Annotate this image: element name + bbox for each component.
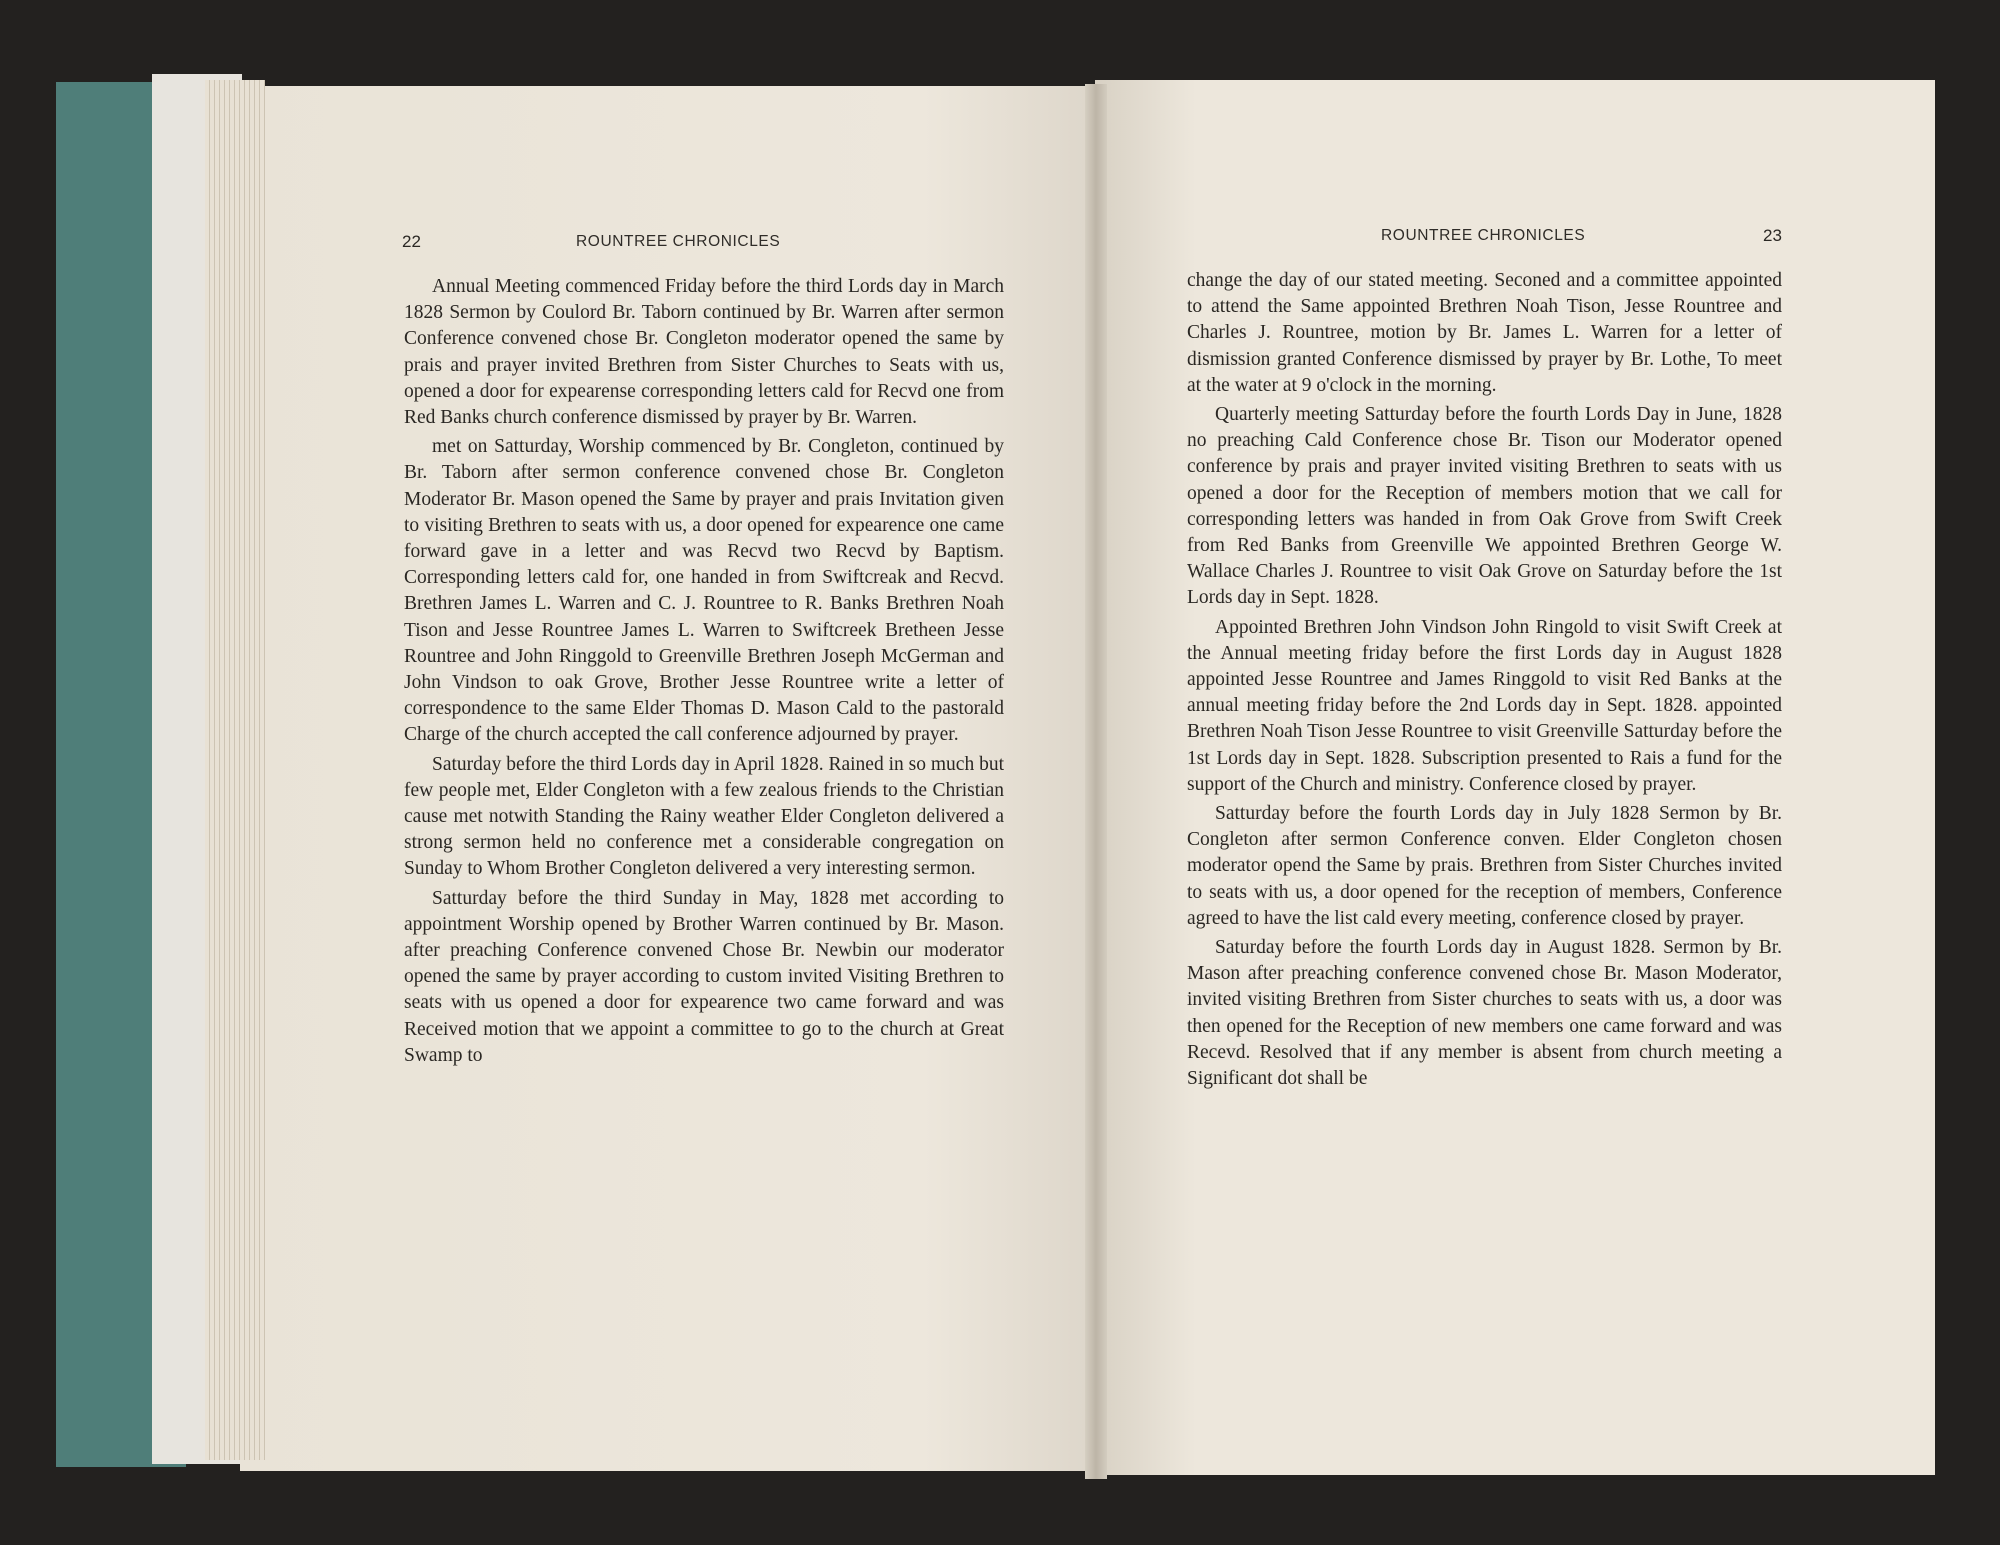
paragraph: Satturday before the third Sunday in May, 1828 met according to appointment Worship opened by Brother Warren continued by Br. Mason. after preaching Conference convened Chose Br. Newbin our moderator opened the same by prayer according to custom invited Visiting Brethren to seats with us opened a door for expearence two came forward and was Received motion that we appoint a committee to go to the church at Great Swamp to <box>404 887 1004 1066</box>
left-page-text <box>404 274 1004 1072</box>
paragraph: Annual Meeting commenced Friday before the third Lords day in March 1828 Sermon by Coulord Br. Taborn continued by Br. Warren after sermon Conference convened chose Br. Congleton moderator opened the same by prais and prayer invited Brethren from Sister Churches to Seats with us, opened a door for expearense corresponding letters cald for Recvd one from Red Banks church conference dismissed by prayer by Br. Warren. <box>404 276 1004 429</box>
left-page <box>240 86 1095 1471</box>
paragraph: Satturday before the fourth Lords day in July 1828 Sermon by Br. Congleton after sermon Conference conven. Elder Congleton chosen moderator opend the Same by prais. Brethren from Sister Churches invited to seats with us, a door opened for the reception of members, Conference agreed to have the list cald every meeting, conference closed by prayer. <box>1187 803 1782 929</box>
paragraph: Quarterly meeting Satturday before the fourth Lords Day in June, 1828 no preaching Cald Conference chose Br. Tison our Moderator opened conference by prais and prayer invited visiting Brethren to seats with us opened a door for the Reception of members motion that we call for corresponding letters was handed in from Oak Grove from Swift Creek from Red Banks from Greenville We appointed Brethren George W. Wallace Charles J. Rountree to visit Oak Grove on Saturday before the 1st Lords day in Sept. 1828. <box>1187 404 1782 609</box>
page-number-right: 23 <box>1763 226 1782 245</box>
book-gutter <box>1085 84 1107 1479</box>
paragraph: met on Satturday, Worship commenced by Br. Congleton, continued by Br. Taborn after sermon conference convened chose Br. Congleton Moderator Br. Mason opened the Same by prayer and prais Invitation given to visiting Brethren to seats with us, a door opened for expearence one came forward gave in a letter and was Recvd two Recvd by Baptism. Corresponding letters cald for, one handed in from Swiftcreak and Recvd. Brethren James L. Warren and C. J. Rountree to R. Banks Brethren Noah Tison and Jesse Rountree James L. Warren to Swiftcreek Bretheen Jesse Rountree and John Ringgold to Greenville Brethren Joseph McGerman and John Vindson to oak Grove, Brother Jesse Rountree write a letter of correspondence to the same Elder Thomas D. Mason Cald to the pastorald Charge of the church accepted the call conference adjourned by prayer. <box>404 436 1004 746</box>
page-number-left: 22 <box>402 232 421 251</box>
paragraph: Saturday before the third Lords day in April 1828. Rained in so much but few people met, Elder Congleton with a few zealous friends to the Christian cause met notwith Standing the Rainy weather Elder Congleton delivered a strong sermon held no conference met a considerable congregation on Sunday to Whom Brother Congleton delivered a very interesting sermon. <box>404 753 1004 880</box>
paragraph: Appointed Brethren John Vindson John Ringold to visit Swift Creek at the Annual meeting friday before the first Lords day in August 1828 appointed Jesse Rountree and James Ringgold to visit Red Banks at the annual meeting friday before the 2nd Lords day in Sept. 1828. appointed Brethren Noah Tison Jesse Rountree to visit Greenville Satturday before the 1st Lords day in Sept. 1828. Subscription presented to Rais a fund for the support of the Church and ministry. Conference closed by prayer. <box>1187 616 1782 795</box>
paragraph: change the day of our stated meeting. Seconed and a committee appointed to attend the Same appointed Brethren Noah Tison, Jesse Rountree and Charles J. Rountree, motion by Br. James L. Warren for a letter of dismission granted Conference dismissed by prayer by Br. Lothe, To meet at the water at 9 o'clock in the morning. <box>1187 270 1782 396</box>
right-page <box>1095 80 1935 1475</box>
paragraph: Saturday before the fourth Lords day in August 1828. Sermon by Br. Mason after preaching conference convened chose Br. Mason Moderator, invited visiting Brethren from Sister churches to seats with us, a door was then opened for the Reception of new members one came forward and was Recevd. Resolved that if any member is absent from church meeting a Significant dot shall be <box>1187 937 1782 1090</box>
right-page-text <box>1187 268 1782 1095</box>
running-header-right: ROUNTREE CHRONICLES <box>1381 227 1586 244</box>
running-header-left: ROUNTREE CHRONICLES <box>576 233 781 250</box>
page-edges <box>205 80 265 1460</box>
